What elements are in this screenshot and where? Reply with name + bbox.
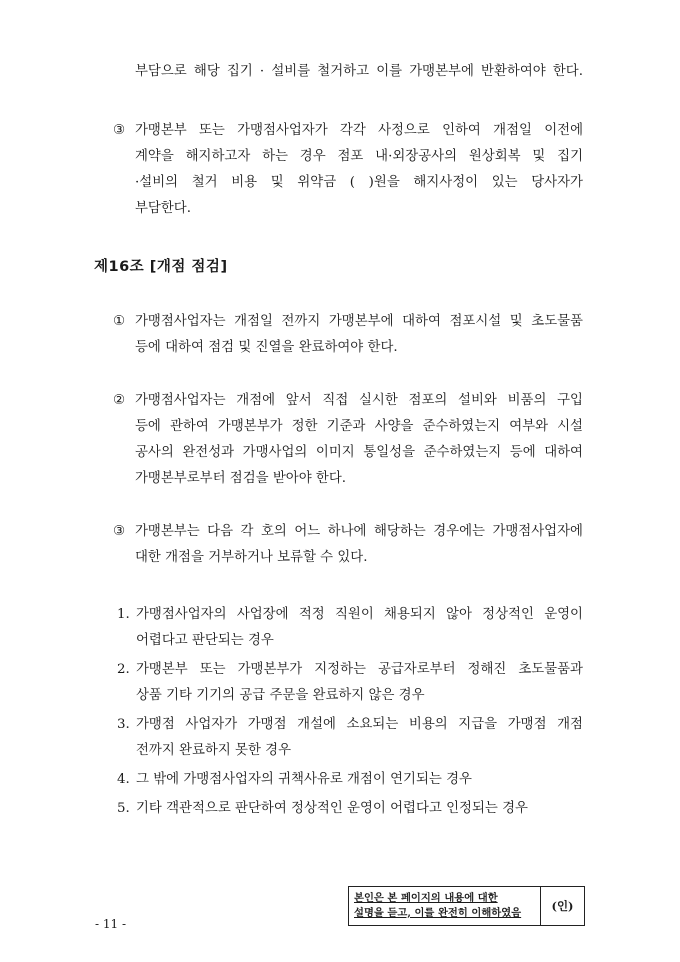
list-item-number: 1. [117, 607, 130, 622]
clause-marker: ③ [113, 123, 126, 138]
clause-marker: ② [113, 393, 126, 408]
seal-field[interactable]: (인) [551, 899, 574, 913]
list-item-number: 2. [117, 662, 130, 677]
text-line: 등에 대하여 점검 및 진열을 완료하여야 한다. [135, 340, 398, 355]
text-line: 가맹본부는 다음 각 호의 어느 하나에 해당하는 경우에는 가맹점사업자에 [135, 524, 583, 539]
text-line: 등에 관하여 가맹본부가 정한 기준과 사양을 준수하였는지 여부와 시설 [135, 419, 583, 434]
article-heading: 제16조 [개점 점검] [94, 259, 228, 275]
list-item-text: 어렵다고 판단되는 경우 [136, 633, 274, 648]
list-item-text: 가맹점 사업자가 가맹점 개설에 소요되는 비용의 지급을 가맹점 개점 [136, 717, 583, 732]
text-line: 가맹점사업자는 개점에 앞서 직접 실시한 점포의 설비와 비품의 구입 [135, 393, 583, 408]
confirmation-box [348, 886, 585, 926]
list-item-number: 4. [117, 772, 130, 787]
text-line: 가맹본부 또는 가맹점사업자가 각각 사정으로 인하여 개점일 이전에 [135, 123, 583, 138]
confirmation-line: 설명을 듣고, 이를 완전히 이해하였음 [354, 906, 522, 919]
text-line: 가맹본부로부터 점검을 받아야 한다. [135, 471, 347, 486]
confirmation-statement [349, 887, 541, 925]
text-line: 대한 개점을 거부하거나 보류할 수 있다. [135, 550, 368, 565]
list-item-number: 3. [117, 717, 130, 732]
clause-marker: ① [113, 314, 126, 329]
list-item-text: 상품 기타 기기의 공급 주문을 완료하지 않은 경우 [136, 688, 425, 703]
text-line: 계약을 해지하고자 하는 경우 점포 내·외장공사의 원상회복 및 집기 [135, 149, 583, 164]
list-item-text: 그 밖에 가맹점사업자의 귀책사유로 개점이 연기되는 경우 [136, 772, 472, 787]
confirmation-line: 본인은 본 페이지의 내용에 대한 [354, 892, 498, 904]
text-line: 부담으로 해당 집기 · 설비를 철거하고 이를 가맹본부에 반환하여야 한다. [135, 64, 583, 79]
list-item-text: 가맹점사업자의 사업장에 적정 직원이 채용되지 않아 정상적인 운영이 [136, 607, 583, 622]
list-item-text: 기타 객관적으로 판단하여 정상적인 운영이 어렵다고 인정되는 경우 [136, 801, 528, 816]
text-line: 가맹점사업자는 개점일 전까지 가맹본부에 대하여 점포시설 및 초도물품 [135, 314, 583, 329]
list-item-number: 5. [117, 801, 130, 816]
text-line: 공사의 완전성과 가맹사업의 이미지 통일성을 준수하였는지 등에 대하여 [135, 445, 583, 460]
list-item-text: 가맹본부 또는 가맹본부가 지정하는 공급자로부터 정해진 초도물품과 [136, 662, 583, 677]
text-line: 부담한다. [135, 201, 191, 216]
clause-marker: ③ [113, 524, 126, 539]
page-number: - 11 - [95, 917, 127, 931]
text-line: ·설비의 철거 비용 및 위약금 ( )원을 해지사정이 있는 당사자가 [135, 175, 583, 190]
list-item-text: 전까지 완료하지 못한 경우 [136, 743, 292, 758]
